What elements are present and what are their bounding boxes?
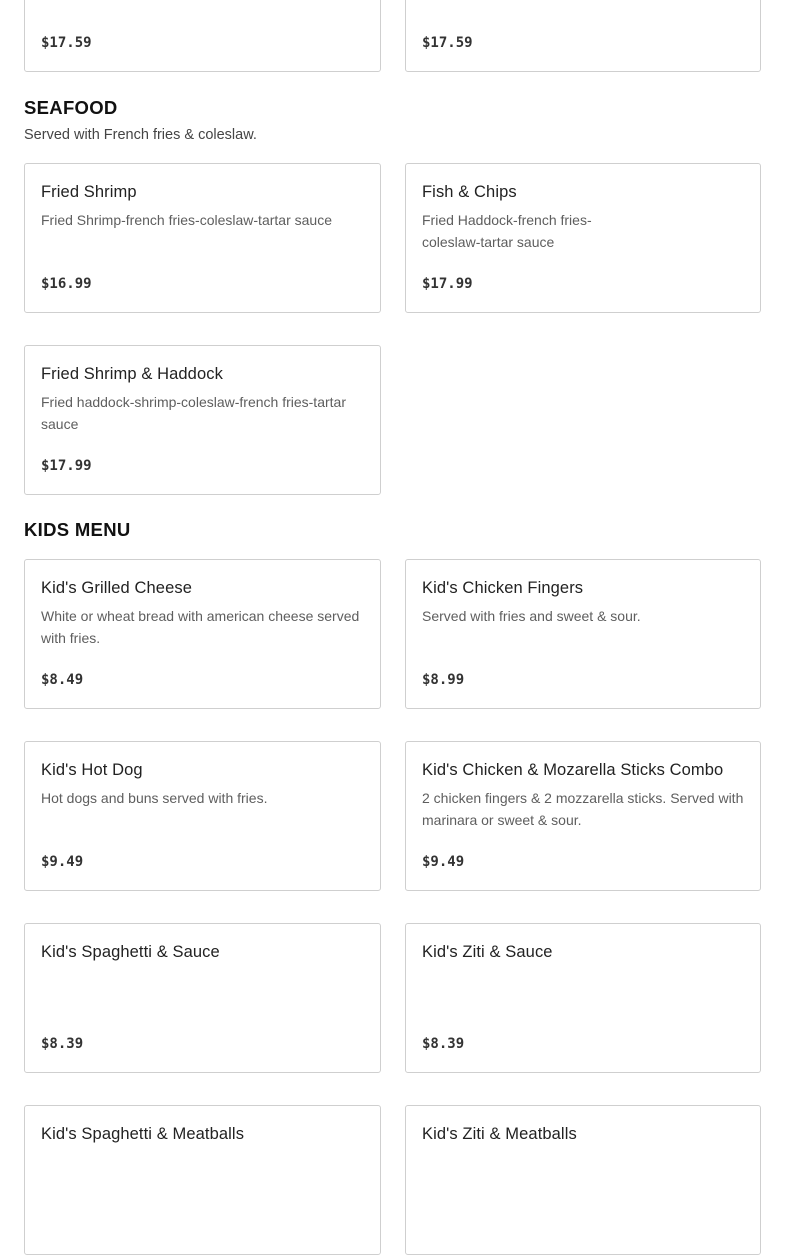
menu-item-card[interactable] xyxy=(24,1105,381,1255)
item-price: $17.59 xyxy=(422,35,473,51)
item-price: $8.99 xyxy=(422,672,465,688)
menu-item-card[interactable] xyxy=(405,741,761,891)
item-price: $17.99 xyxy=(41,458,92,474)
item-name: Kid's Spaghetti & Meatballs xyxy=(41,1125,245,1143)
item-name: Fish & Chips xyxy=(422,183,517,201)
menu-item-card[interactable] xyxy=(405,0,761,72)
section-title-kids-menu: KIDS MENU xyxy=(24,519,131,540)
item-price: $17.59 xyxy=(41,35,92,51)
item-description: Served with fries and sweet & sour. xyxy=(422,608,641,624)
menu-item-card[interactable] xyxy=(24,559,381,709)
item-price: $16.99 xyxy=(41,276,92,292)
item-name: Kid's Spaghetti & Sauce xyxy=(41,943,220,961)
menu-item-card[interactable] xyxy=(24,163,381,313)
item-name: Fried Shrimp xyxy=(41,183,137,201)
item-name: Kid's Grilled Cheese xyxy=(41,579,192,597)
item-name: Kid's Ziti & Sauce xyxy=(422,943,553,961)
menu-item-card[interactable] xyxy=(405,559,761,709)
item-description: Hot dogs and buns served with fries. xyxy=(41,790,268,806)
item-price: $9.49 xyxy=(422,854,465,870)
item-description: Fried haddock-shrimp-coleslaw-french fries-tartar sauce xyxy=(41,394,346,432)
menu-item-card[interactable] xyxy=(405,163,761,313)
item-description: 2 chicken fingers & 2 mozzarella sticks. Served with marinara or sweet & sour. xyxy=(422,790,744,828)
item-price: $8.39 xyxy=(41,1036,84,1052)
menu-item-card[interactable] xyxy=(24,741,381,891)
item-name: Kid's Ziti & Meatballs xyxy=(422,1125,577,1143)
menu-item-card[interactable] xyxy=(24,345,381,495)
item-name: Kid's Chicken Fingers xyxy=(422,579,584,597)
item-price: $17.99 xyxy=(422,276,473,292)
item-description: White or wheat bread with american cheese served with fries. xyxy=(41,608,360,646)
menu-item-card[interactable] xyxy=(24,0,381,72)
item-description xyxy=(422,0,746,2)
item-price: $8.39 xyxy=(422,1036,465,1052)
item-price: $9.49 xyxy=(41,854,84,870)
menu-item-card[interactable] xyxy=(24,923,381,1073)
section-title-seafood: SEAFOOD xyxy=(24,97,118,118)
item-description xyxy=(41,0,366,2)
item-description: Fried Shrimp-french fries-coleslaw-tartar sauce xyxy=(41,212,332,228)
menu-item-card[interactable] xyxy=(405,923,761,1073)
item-description: Fried Haddock-french fries-coleslaw-tartar sauce xyxy=(422,212,592,250)
item-name: Fried Shrimp & Haddock xyxy=(41,365,223,383)
item-price: $8.49 xyxy=(41,672,84,688)
item-name: Kid's Hot Dog xyxy=(41,761,143,779)
section-subtitle-seafood: Served with French fries & coleslaw. xyxy=(24,127,257,143)
item-name: Kid's Chicken & Mozarella Sticks Combo xyxy=(422,761,724,779)
menu-item-card[interactable] xyxy=(405,1105,761,1255)
